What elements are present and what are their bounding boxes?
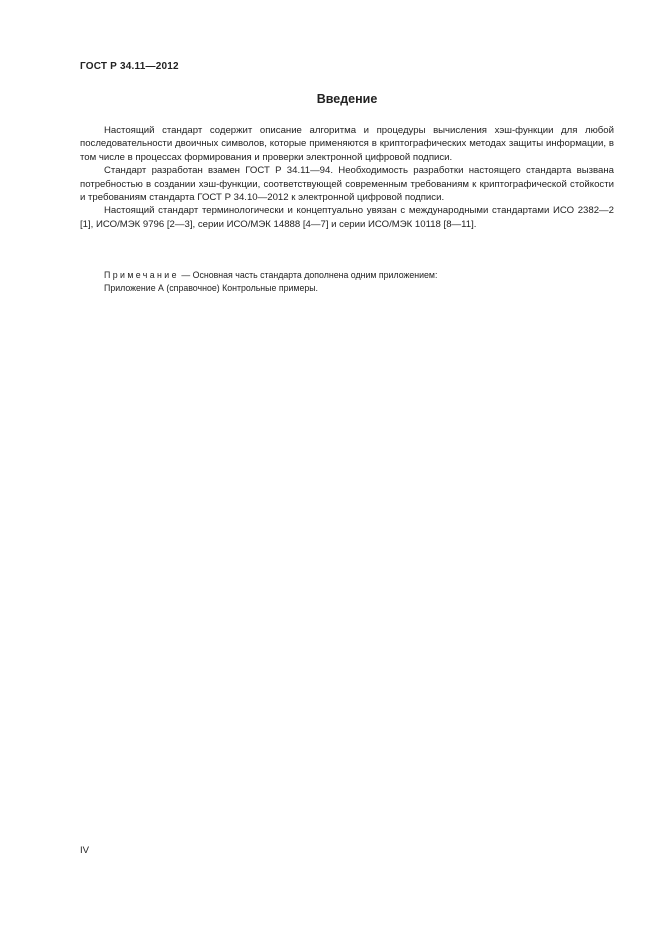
appendix-line: Приложение А (справочное) Контрольные примеры. (104, 282, 318, 293)
page-number: IV (80, 845, 90, 856)
paragraph-1: Настоящий стандарт содержит описание алгоритма и процедуры вычисления хэш-функции для любой последовательности двоичных символов, которые применяются в криптографических методах защиты информации, в том числе в процессах формирования и проверки электронной цифровой подписи. (80, 125, 614, 163)
note-text: — Основная часть стандарта дополнена одним приложением: (178, 270, 438, 280)
note-label: Примечание (104, 270, 179, 280)
paragraph-3: Настоящий стандарт терминологически и концептуально увязан с международными стандартами ИСО 2382—2 [1], ИСО/МЭК 9796 [2—3], серии ИСО/МЭК 14888 [4—7] и серии ИСО/МЭК 10118 [8—11]. (80, 205, 614, 230)
body-text (80, 124, 614, 231)
paragraph-2: Стандарт разработан взамен ГОСТ Р 34.11—94. Необходимость разработки настоящего стандарта вызвана потребностью в создании хэш-функции, соответствующей современным требованиям к криптографической стойкости и требованиям стандарта ГОСТ Р 34.10—2012 к электронной цифровой подписи. (80, 165, 614, 204)
document-header: ГОСТ Р 34.11—2012 (80, 61, 179, 72)
note-line (104, 269, 614, 282)
section-title: Введение (316, 92, 378, 106)
note-block (104, 269, 614, 294)
